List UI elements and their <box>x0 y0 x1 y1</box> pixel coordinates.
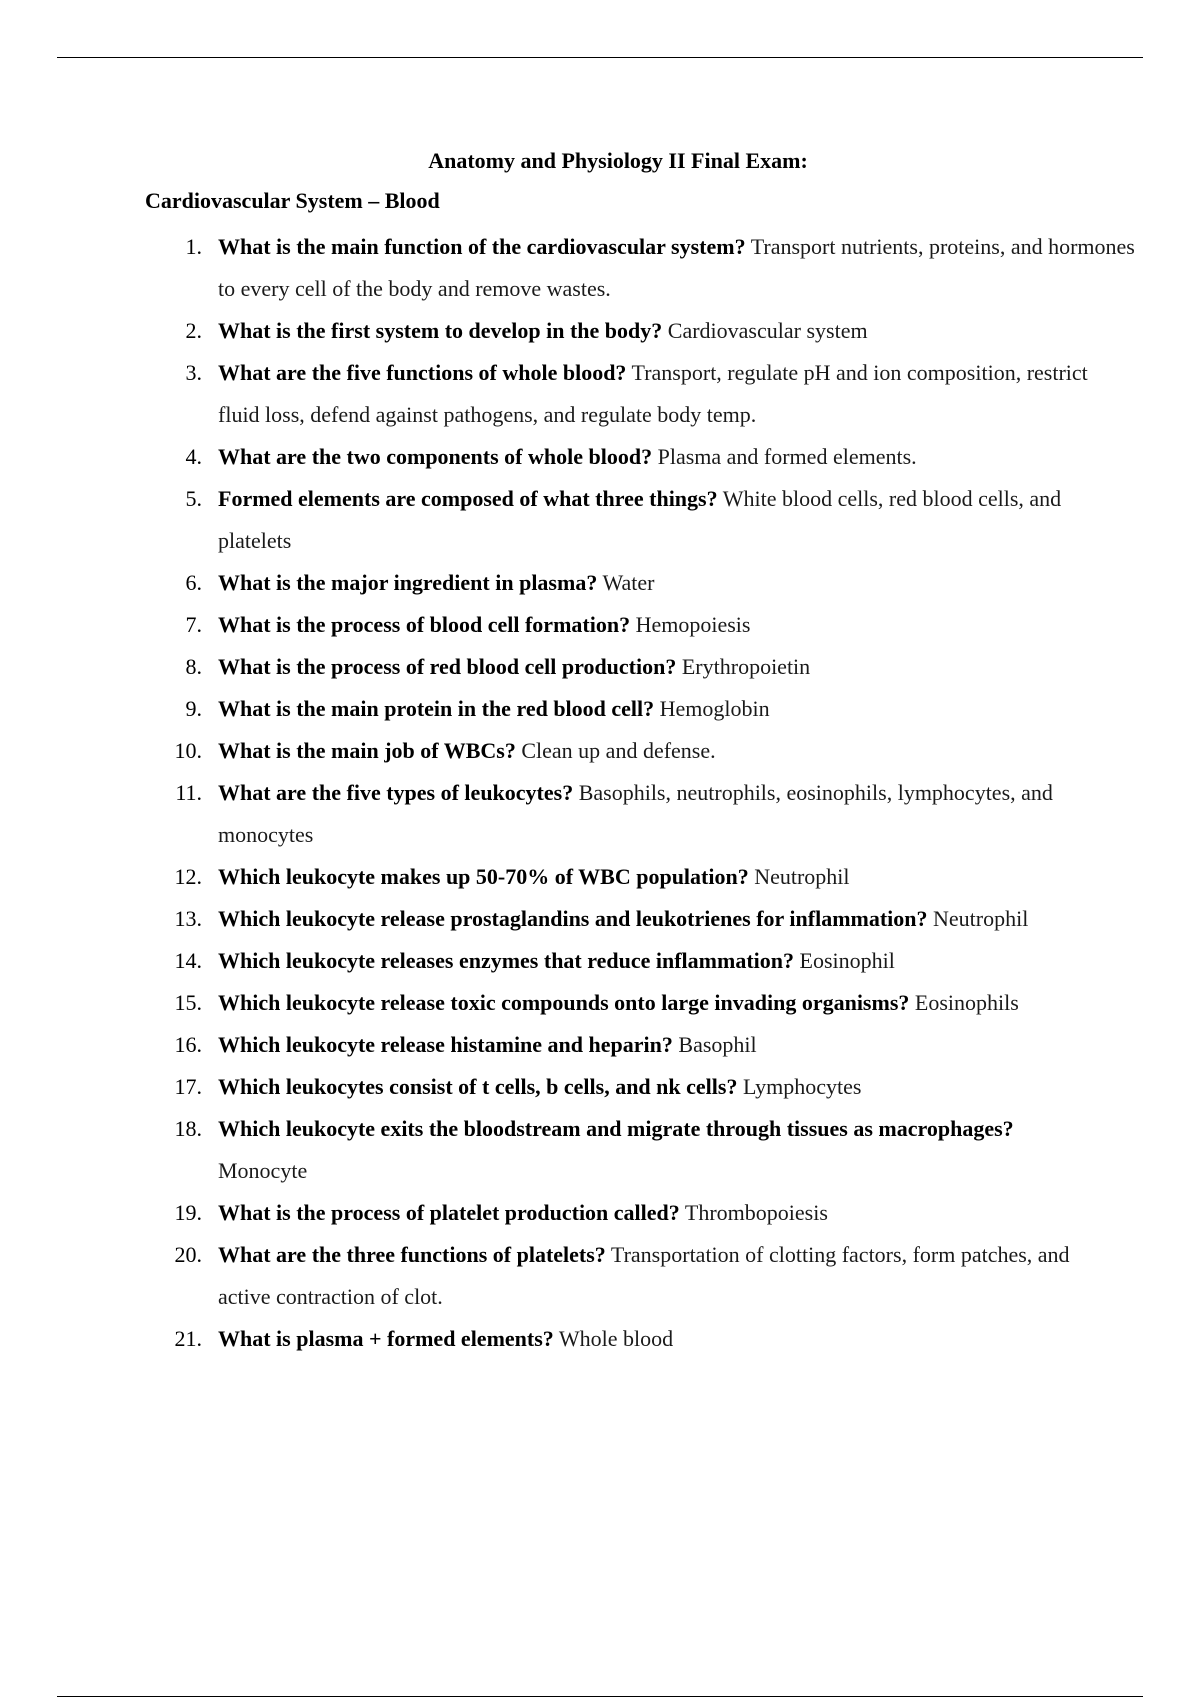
question-text: Which leukocytes consist of t cells, b cells, and nk cells? <box>218 1074 738 1099</box>
question-number: 3. <box>185 360 202 385</box>
answer-text: Eosinophils <box>914 990 1019 1015</box>
section-heading: Cardiovascular System – Blood <box>145 188 440 213</box>
question-item <box>0 1066 1200 1108</box>
question-item <box>0 604 1200 646</box>
question-text: Which leukocyte release toxic compounds onto large invading organisms? <box>218 990 910 1015</box>
answer-text: Lymphocytes <box>742 1074 862 1099</box>
question-item <box>0 1318 1200 1360</box>
question-number: 17. <box>174 1074 202 1099</box>
answer-text: Erythropoietin <box>681 654 811 679</box>
question-number: 16. <box>174 1032 202 1057</box>
question-number: 11. <box>175 780 202 805</box>
question-text: What is the main function of the cardiovascular system? <box>218 234 746 259</box>
question-text: What is the major ingredient in plasma? <box>218 570 598 595</box>
question-text: What are the five types of leukocytes? <box>218 780 574 805</box>
question-item <box>0 772 1148 856</box>
question-text: What is the main job of WBCs? <box>218 738 516 763</box>
question-list <box>0 226 1200 1360</box>
answer-text: Neutrophil <box>754 864 850 889</box>
question-text: What is the process of blood cell formation? <box>218 612 631 637</box>
question-text: Which leukocyte release prostaglandins and leukotrienes for inflammation? <box>218 906 928 931</box>
answer-text: White blood cells, red blood cells, and platelets <box>218 486 1062 553</box>
answer-text: Basophils, neutrophils, eosinophils, lymphocytes, and monocytes <box>218 780 1053 847</box>
answer-text: Hemopoiesis <box>635 612 751 637</box>
question-number: 14. <box>174 948 202 973</box>
question-number: 5. <box>185 486 202 511</box>
question-number: 7. <box>185 612 202 637</box>
question-number: 19. <box>174 1200 202 1225</box>
question-text: Which leukocyte release histamine and heparin? <box>218 1032 673 1057</box>
answer-text: Whole blood <box>558 1326 674 1351</box>
answer-text: Basophil <box>678 1032 757 1057</box>
question-item <box>0 562 1200 604</box>
question-text: Which leukocyte exits the bloodstream and migrate through tissues as macrophages? <box>218 1116 1014 1141</box>
question-number: 4. <box>185 444 202 469</box>
question-number: 20. <box>174 1242 202 1267</box>
question-item <box>0 226 1200 310</box>
question-item <box>0 436 1200 478</box>
answer-text: Transportation of clotting factors, form patches, and active contraction of clot. <box>218 1242 1070 1309</box>
question-text: What is the process of platelet production called? <box>218 1200 680 1225</box>
question-number: 2. <box>185 318 202 343</box>
question-item <box>0 478 1148 562</box>
answer-text: Cardiovascular system <box>667 318 868 343</box>
answer-text: Neutrophil <box>933 906 1029 931</box>
document-title: Anatomy and Physiology II Final Exam: <box>428 148 808 173</box>
answer-text: Eosinophil <box>799 948 895 973</box>
question-number: 15. <box>174 990 202 1015</box>
question-item <box>0 898 1148 940</box>
question-item <box>0 352 1148 436</box>
question-number: 12. <box>174 864 202 889</box>
question-text: What is the main protein in the red blood cell? <box>218 696 655 721</box>
question-text: What are the three functions of platelets? <box>218 1242 606 1267</box>
question-text: Which leukocyte makes up 50-70% of WBC population? <box>218 864 749 889</box>
question-number: 18. <box>174 1116 202 1141</box>
answer-text: Hemoglobin <box>659 696 770 721</box>
question-number: 8. <box>185 654 202 679</box>
question-number: 21. <box>174 1326 202 1351</box>
answer-text: Plasma and formed elements. <box>657 444 917 469</box>
question-text: What is the first system to develop in the body? <box>218 318 663 343</box>
answer-text: Transport nutrients, proteins, and hormones to every cell of the body and remove wastes. <box>218 234 1135 301</box>
question-number: 10. <box>174 738 202 763</box>
question-text: What are the five functions of whole blood? <box>218 360 627 385</box>
question-number: 1. <box>185 234 202 259</box>
question-item <box>0 646 1200 688</box>
bottom-rule <box>57 1696 1143 1697</box>
question-item <box>0 310 1200 352</box>
answer-text: Clean up and defense. <box>521 738 716 763</box>
question-item <box>0 688 1200 730</box>
question-text: What are the two components of whole blood? <box>218 444 653 469</box>
question-item <box>0 730 1200 772</box>
question-text: Formed elements are composed of what three things? <box>218 486 718 511</box>
answer-text: Monocyte <box>218 1158 308 1183</box>
question-item <box>0 982 1148 1024</box>
question-text: Which leukocyte releases enzymes that reduce inflammation? <box>218 948 794 973</box>
question-number: 13. <box>174 906 202 931</box>
question-item <box>0 1108 1148 1192</box>
question-number: 6. <box>185 570 202 595</box>
question-item <box>0 856 1200 898</box>
question-item <box>0 1024 1200 1066</box>
question-item <box>0 1192 1200 1234</box>
answer-text: Water <box>602 570 655 595</box>
question-text: What is plasma + formed elements? <box>218 1326 554 1351</box>
question-text: What is the process of red blood cell production? <box>218 654 677 679</box>
question-item <box>0 1234 1148 1318</box>
question-number: 9. <box>185 696 202 721</box>
answer-text: Transport, regulate pH and ion composition, restrict fluid loss, defend against pathogens, and regulate body temp. <box>218 360 1088 427</box>
top-rule <box>57 57 1143 58</box>
question-item <box>0 940 1200 982</box>
answer-text: Thrombopoiesis <box>684 1200 828 1225</box>
